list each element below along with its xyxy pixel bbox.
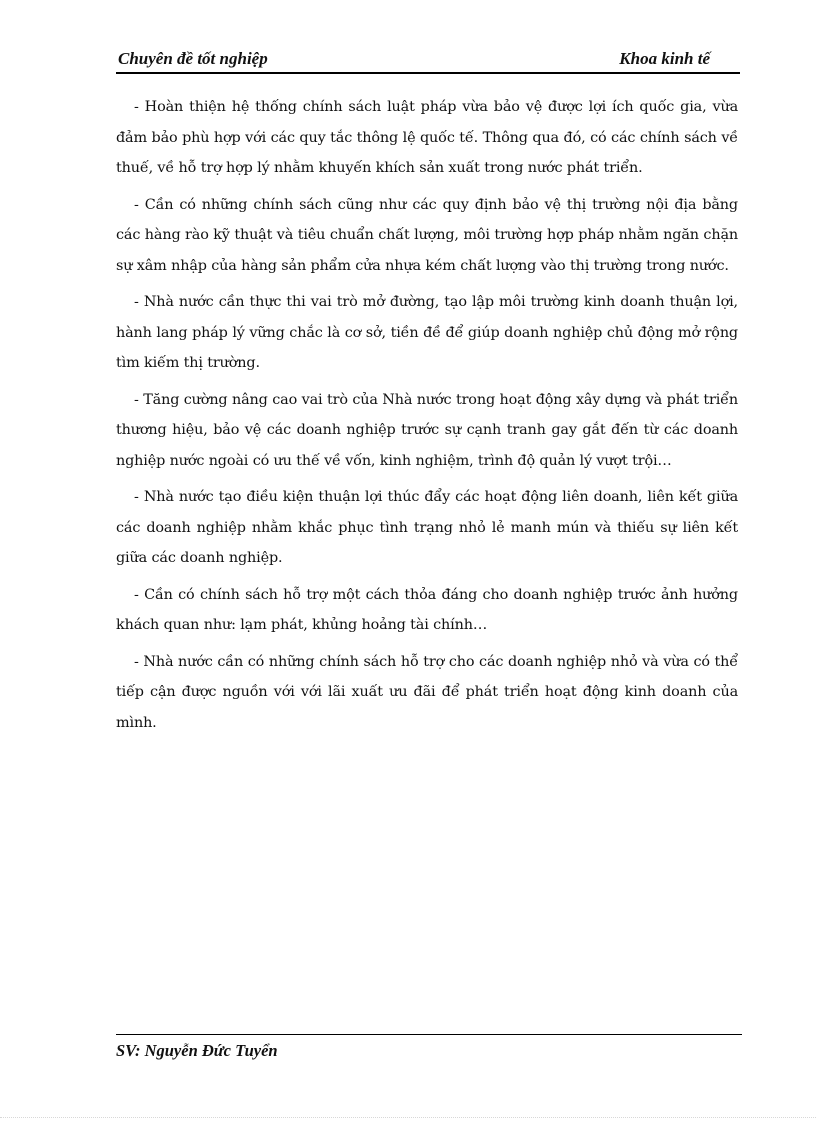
header-title: Chuyên đề tốt nghiệp bbox=[118, 49, 268, 68]
paragraph-5: - Nhà nước tạo điều kiện thuận lợi thúc đẩy các hoạt động liên doanh, liên kết giữa các doanh nghiệp nhằm khắc phục tình trạng nhỏ lẻ manh mún và thiếu sự liên kết giữa các doanh nghiệp. bbox=[116, 489, 738, 566]
footer-author: SV: Nguyễn Đức Tuyển bbox=[116, 1041, 278, 1060]
paragraph-1: - Hoàn thiện hệ thống chính sách luật pháp vừa bảo vệ được lợi ích quốc gia, vừa đảm bảo phù hợp với các quy tắc thông lệ quốc tế. Thông qua đó, có các chính sách về thuế, về hỗ trợ hợp lý nhằm khuyến khích sản xuất trong nước phát triển. bbox=[116, 99, 738, 176]
paragraph-2: - Cần có những chính sách cũng như các quy định bảo vệ thị trường nội địa bằng các hàng rào kỹ thuật và tiêu chuẩn chất lượng, môi trường hợp pháp nhằm ngăn chặn sự xâm nhập của hàng sản phẩm cửa nhựa kém chất lượng vào thị trường trong nước. bbox=[116, 196, 738, 274]
paragraph-7: - Nhà nước cần có những chính sách hỗ trợ cho các doanh nghiệp nhỏ và vừa có thể tiếp cận được nguồn với với lãi xuất ưu đãi để phát triển hoạt động kinh doanh của mình. bbox=[116, 653, 738, 731]
paragraph-6: - Cần có chính sách hỗ trợ một cách thỏa đáng cho doanh nghiệp trước ảnh hưởng khách quan như: lạm phát, khủng hoảng tài chính… bbox=[116, 586, 738, 633]
header-department: Khoa kinh tế bbox=[619, 49, 710, 68]
paragraph-3: - Nhà nước cần thực thi vai trò mở đường, tạo lập môi trường kinh doanh thuận lợi, hành lang pháp lý vững chắc là cơ sở, tiền đề để giúp doanh nghiệp chủ động mở rộng tìm kiếm thị trường. bbox=[116, 294, 738, 371]
page-footer bbox=[116, 1034, 742, 1061]
paragraph-4: - Tăng cường nâng cao vai trò của Nhà nước trong hoạt động xây dựng và phát triển thương hiệu, bảo vệ các doanh nghiệp trước sự cạnh tranh gay gắt đến từ các doanh nghiệp nước ngoài có ưu thế về vốn, kinh nghiệm, trình độ quản lý vượt trội… bbox=[116, 391, 738, 469]
page-header bbox=[116, 48, 740, 74]
page-bottom-edge bbox=[0, 1117, 816, 1118]
document-body bbox=[116, 92, 738, 744]
